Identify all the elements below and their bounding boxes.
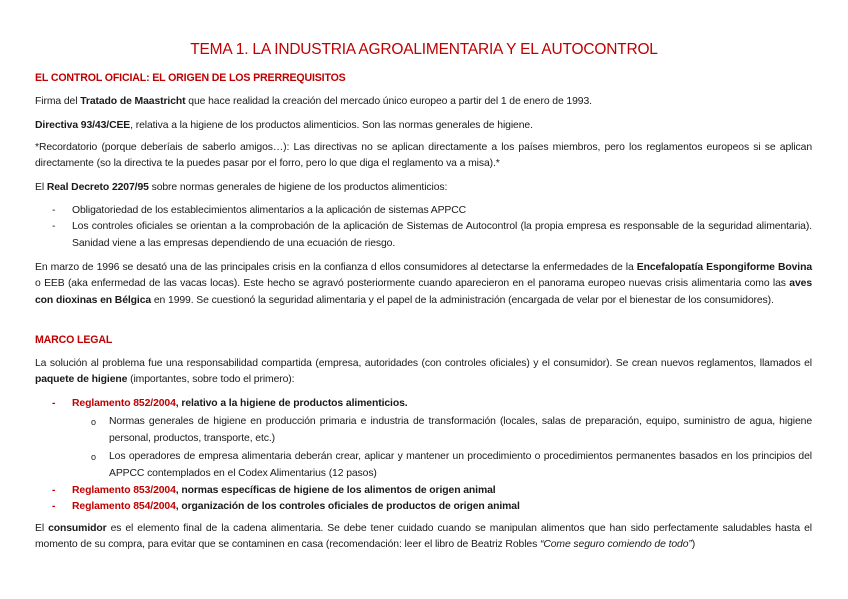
sub-list-item-text: Normas generales de higiene en producción primaria e industria de transformación (locales, salas de preparación, equipo, suministro de agua, higiene personal, productos, transporte, etc.) xyxy=(109,416,812,444)
paragraph-directiva xyxy=(35,118,812,134)
paragraph-consumidor xyxy=(35,521,812,554)
bold-text: Encefalopatía Espongiforme Bovina xyxy=(636,262,812,273)
paragraph-crisis-eeb xyxy=(35,260,812,309)
list-item-text: Los controles oficiales se orientan a la comprobación de la aplicación de Sistemas de Autocontrol (la propia empresa es responsable de la seguridad alimentaria). Sanidad viene a las empresas dependiendo de una ecuación de riesgo. xyxy=(72,221,812,249)
text: sobre normas generales de higiene de los productos alimenticios: xyxy=(148,182,448,193)
list-item xyxy=(35,203,812,219)
dash-marker: - xyxy=(52,485,56,497)
sub-list-item-text: Los operadores de empresa alimentaria deberán crear, aplicar y mantener un procedimiento o procedimientos permanentes basados en los principios del APPCC contemplados en el Codex Alimentarius (12 pasos) xyxy=(109,451,812,479)
bold-text: Tratado de Maastricht xyxy=(80,96,186,107)
paragraph-recordatorio: *Recordatorio (porque deberíais de saberlo amigos…): Las directivas no se aplican directamente a los países miembros, pero los reglamentos europeos si se aplican directamente (so la directiva te la puedes pasar por el forro, pero lo que diga el reglamento va a misa).* xyxy=(35,142,812,170)
text: en 1999. Se cuestionó la seguridad alimentaria y el papel de la administración (encargada de velar por el bienestar de los consumidores). xyxy=(151,294,774,306)
text: o EEB (aka enfermedad de las vacas locas). Este hecho se agravó posteriormente cuando aparecieron en el panorama europeo nuevas crisis alimentaria como las xyxy=(35,278,790,290)
list-item-reglamento-854 xyxy=(35,499,812,515)
dash-marker: - xyxy=(52,205,56,216)
regulation-description: , relativo a la higiene de productos alimenticios. xyxy=(175,398,408,409)
bold-text: Real Decreto 2207/95 xyxy=(46,182,149,193)
text: , relativa a la higiene de los productos alimenticios. Son las normas generales de higiene. xyxy=(130,120,533,131)
regulation-description: , normas específicas de higiene de los alimentos de origen animal xyxy=(175,485,496,497)
text: ) xyxy=(691,539,696,551)
dash-marker: - xyxy=(52,398,56,409)
dash-marker: - xyxy=(52,221,56,233)
sub-list-item xyxy=(35,449,812,482)
text: En marzo de 1996 se desató una de las principales crisis en la confianza d ellos consumidores al detectarse la enfermedades de la xyxy=(35,262,637,273)
bullet-list-real-decreto xyxy=(35,203,812,252)
bold-text: consumidor xyxy=(48,523,107,534)
paragraph-solucion xyxy=(35,356,812,389)
paragraph-real-decreto xyxy=(35,180,812,196)
text: El xyxy=(35,182,47,193)
paragraph-maastricht xyxy=(35,94,812,110)
list-item-reglamento-852 xyxy=(35,396,812,412)
bold-text: paquete de higiene xyxy=(35,374,128,386)
list-item xyxy=(35,219,812,252)
bold-text: Directiva 93/43/CEE xyxy=(35,120,131,131)
regulation-description: , organización de los controles oficiales de productos de origen animal xyxy=(175,501,520,513)
text: es el elemento final de la cadena alimentaria. Se debe tener cuidado cuando se manipulan alimentos que han sido perfectamente saludables hasta el momento de su compra, para evitar que se contaminen en casa (recomendación: leer el libro de Beatriz Robles xyxy=(35,523,812,551)
text: (importantes, sobre todo el primero): xyxy=(127,374,295,386)
section-heading-control-oficial: EL CONTROL OFICIAL: EL ORIGEN DE LOS PRERREQUISITOS xyxy=(35,72,346,84)
text: Firma del xyxy=(35,96,81,107)
regulations-list xyxy=(35,396,812,516)
list-item-reglamento-853 xyxy=(35,483,812,499)
text: que hace realidad la creación del mercado único europeo a partir del 1 de enero de 1993. xyxy=(185,96,592,107)
bold-text: aves con dioxinas en Bélgica xyxy=(35,278,812,306)
dash-marker: - xyxy=(52,501,56,513)
section-heading-marco-legal: MARCO LEGAL xyxy=(35,334,113,346)
sub-list-item xyxy=(35,414,812,447)
circle-marker: o xyxy=(91,417,96,428)
regulation-name: Reglamento 854/2004 xyxy=(72,501,176,513)
regulation-name: Reglamento 853/2004 xyxy=(72,485,176,497)
book-title: “Come seguro comiendo de todo” xyxy=(539,539,692,551)
text: La solución al problema fue una responsabilidad compartida (empresa, autoridades (con controles oficiales) y el consumidor). Se crean nuevos reglamentos, llamados el xyxy=(35,358,812,369)
list-item-text: Obligatoriedad de los establecimientos alimentarios a la aplicación de sistemas APPCC xyxy=(72,205,467,216)
page-title: TEMA 1. LA INDUSTRIA AGROALIMENTARIA Y EL AUTOCONTROL xyxy=(190,41,658,58)
circle-marker: o xyxy=(91,452,96,463)
text: El xyxy=(35,523,49,534)
regulation-name: Reglamento 852/2004 xyxy=(72,398,176,409)
